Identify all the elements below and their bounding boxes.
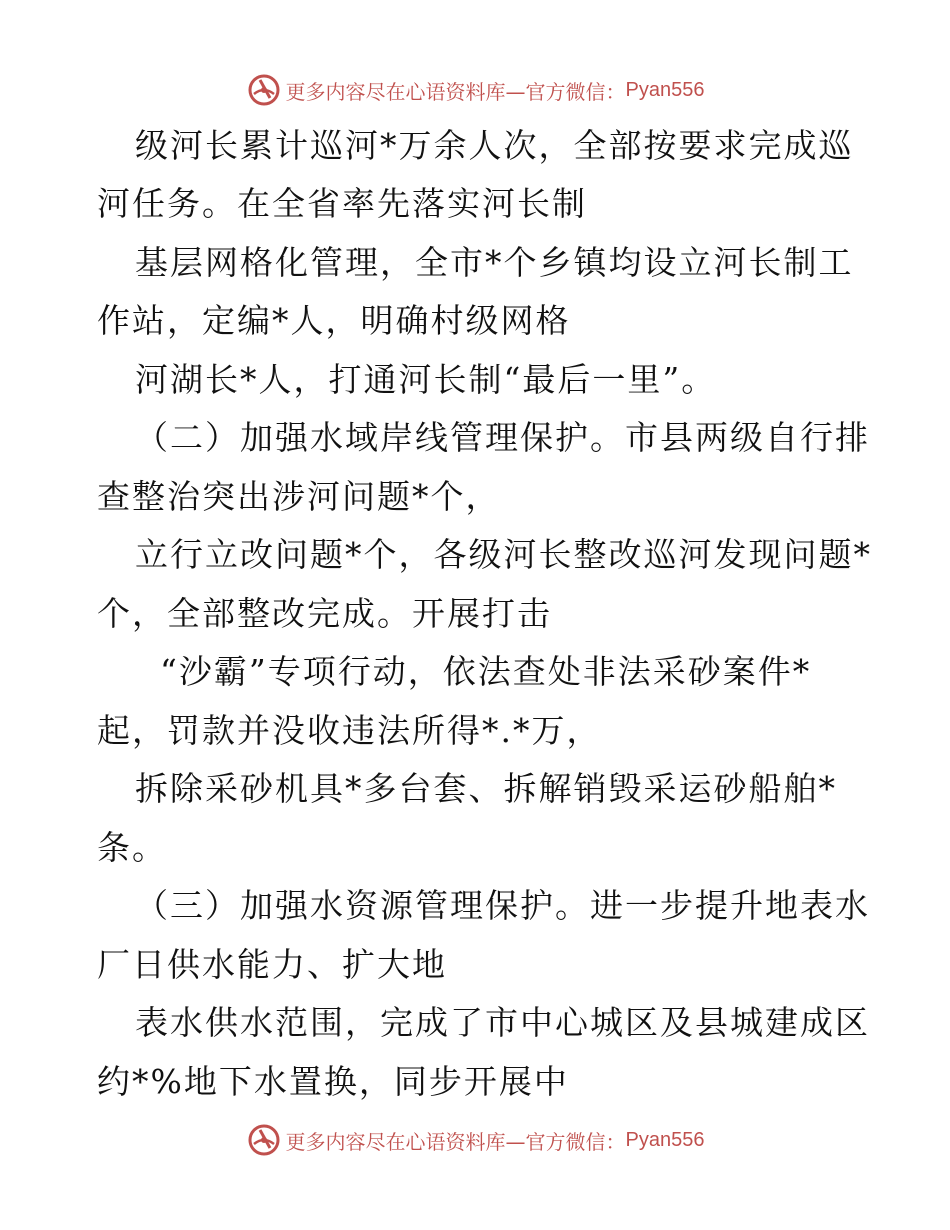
footer-banner-wechat-id: Pyan556 bbox=[625, 1128, 705, 1151]
body-line: 基层网格化管理，全市*个乡镇均设立河长制工 bbox=[135, 243, 854, 282]
body-line: 查整治突出涉河问题*个， bbox=[97, 477, 501, 516]
body-line: 河湖长*人，打通河长制“最后一里”。 bbox=[135, 360, 717, 399]
body-line: （二）加强水域岸线管理保护。市县两级自行排 bbox=[135, 418, 870, 457]
body-line: 条。 bbox=[97, 828, 167, 867]
body-line: （三）加强水资源管理保护。进一步提升地表水 bbox=[135, 886, 870, 925]
header-banner-text: 更多内容尽在心语资料库—官方微信： bbox=[285, 79, 626, 104]
book-pen-logo-icon bbox=[246, 1122, 282, 1158]
body-line: “沙霸”专项行动，依法查处非法采砂案件* bbox=[160, 652, 812, 691]
body-line: 起，罚款并没收违法所得*.*万， bbox=[97, 711, 602, 750]
body-line: 厂日供水能力、扩大地 bbox=[97, 945, 447, 984]
body-line: 拆除采砂机具*多台套、拆解销毁采运砂船舶* bbox=[135, 769, 837, 808]
header-banner-wechat-id: Pyan556 bbox=[625, 78, 705, 101]
body-line: 约*%地下水置换，同步开展中 bbox=[97, 1062, 569, 1101]
body-line: 表水供水范围，完成了市中心城区及县城建成区 bbox=[135, 1003, 870, 1042]
footer-banner-text: 更多内容尽在心语资料库—官方微信： bbox=[285, 1129, 626, 1154]
body-line: 作站，定编*人，明确村级网格 bbox=[97, 301, 571, 340]
footer-banner bbox=[0, 1120, 950, 1160]
body-line: 河任务。在全省率先落实河长制 bbox=[97, 184, 587, 223]
body-line: 立行立改问题*个，各级河长整改巡河发现问题* bbox=[135, 535, 872, 574]
footer-banner-content bbox=[246, 1122, 705, 1158]
body-line: 级河长累计巡河*万余人次，全部按要求完成巡 bbox=[135, 126, 854, 165]
body-line: 个，全部整改完成。开展打击 bbox=[97, 594, 552, 633]
